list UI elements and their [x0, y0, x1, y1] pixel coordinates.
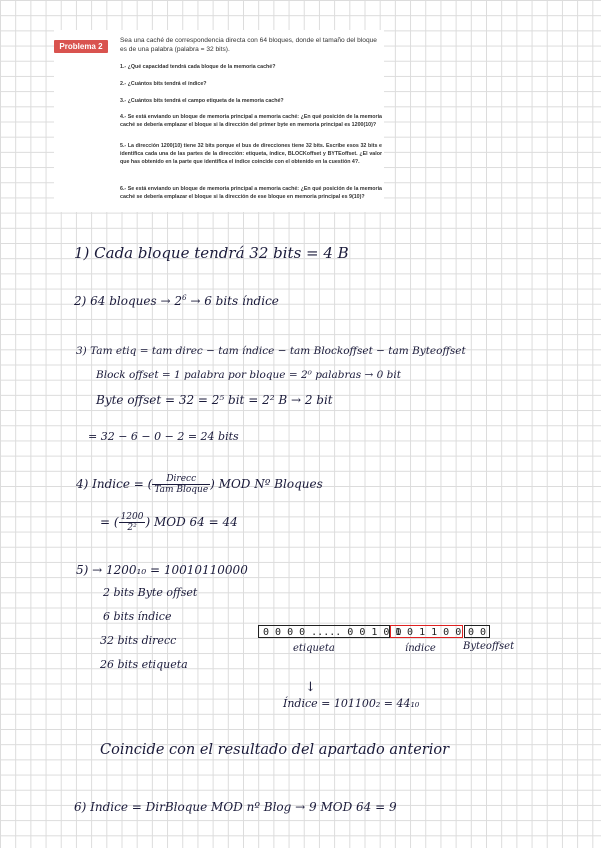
bits-index-box: 1 0 1 1 0 0 [390, 625, 463, 638]
answer-4-calc-fraction [119, 512, 146, 533]
answer-5-line-3: 6 bits índice [103, 610, 172, 623]
index-result: Índice = 101100₂ = 44₁₀ [283, 697, 420, 710]
question-5: 5.- La dirección 1200(10) tiene 32 bits porque el bus de direcciones tiene 32 bits. Escribe esos 32 bits e identifica cada una de las partes de la dirección: etiqueta, índice, BLOCKoffset y BYTEoffset. ¿El valor que has obtenido en la parte que identifica el índice coincide con el obtenido en la cuestión 4?. [120, 143, 382, 165]
answer-4-calc-pre: = ( [100, 515, 119, 529]
question-2: 2.- ¿Cuántos bits tendrá el índice? [120, 81, 207, 87]
answer-5-line-1: 5) → 1200₁₀ = 10010110000 [76, 563, 248, 577]
label-byteoffset: Byteoffset [463, 641, 515, 652]
question-3: 3.- ¿Cuántos bits tendrá el campo etiqueta de la memoria caché? [120, 98, 284, 104]
answer-4-post: ) MOD Nº Bloques [210, 477, 323, 491]
answer-6: 6) Indice = DirBloque MOD nº Blog → 9 MOD 64 = 9 [74, 800, 397, 814]
answer-4-calc-post: ) MOD 64 = 44 [145, 515, 238, 529]
problem-statement [54, 30, 384, 212]
label-etiqueta: etiqueta [293, 643, 335, 654]
answer-4-calc-numerator: 1200 [120, 512, 144, 522]
answer-1: 1) Cada bloque tendrá 32 bits = 4 B [74, 244, 349, 262]
answer-5-line-2: 2 bits Byte offset [103, 586, 198, 599]
answer-2 [74, 293, 279, 308]
answer-4 [76, 474, 323, 495]
answer-3-line-1: 3) Tam etiq = tam direc − tam índice − tam Blockoffset − tam Byteoffset [76, 345, 466, 357]
question-1: 1.- ¿Qué capacidad tendrá cada bloque de la memoria caché? [120, 64, 276, 70]
answer-4-fraction [152, 474, 210, 495]
answer-5-line-5: 26 bits etiqueta [100, 658, 188, 671]
bits-offset-box: 0 0 [464, 625, 490, 638]
answer-2-post: → 6 bits índice [186, 294, 279, 308]
label-indice: índice [405, 643, 436, 654]
problem-badge: Problema 2 [54, 40, 108, 53]
answer-4-denominator: Tam Bloque [154, 485, 209, 495]
answer-4-numerator: Direcc [152, 474, 210, 485]
answer-2-pre: 2) 64 bloques → 2 [74, 294, 182, 308]
answer-4-calc-denominator: 2² [127, 523, 137, 533]
answer-4-calc [100, 512, 238, 533]
problem-intro: Sea una caché de correspondencia directa con 64 bloques, donde el tamaño del bloque es de una palabra (palabra = 32 bits). [120, 37, 377, 53]
bits-tag-box: 0 0 0 0 ..... 0 0 1 0 0 [258, 625, 390, 638]
question-6: 6.- Se está enviando un bloque de memoria principal a memoria caché: ¿En qué posición de la memoria caché se debería emplazar el bloque si la dirección de ese bloque en memoria principal es 9(10)? [120, 186, 382, 200]
answer-4-pre: 4) Indice = ( [76, 477, 153, 491]
answer-3-line-2: Block offset = 1 palabra por bloque = 2⁰ palabras → 0 bit [96, 369, 401, 381]
arrow-down-icon: ↓ [305, 680, 316, 695]
conclusion: Coincide con el resultado del apartado anterior [100, 742, 450, 758]
answer-2-exp: 6 [181, 293, 187, 302]
answer-3-line-3: Byte offset = 32 = 2⁵ bit = 2² B → 2 bit [96, 393, 333, 407]
answer-3-line-4: = 32 − 6 − 0 − 2 = 24 bits [88, 430, 239, 443]
question-4: 4.- Se está enviando un bloque de memoria principal a memoria caché: ¿En qué posición de la memoria caché se debería emplazar el bloque si la dirección del primer byte en memoria principal es 1200(10)? [120, 114, 382, 128]
answer-5-line-4: 32 bits direcc [100, 634, 177, 647]
